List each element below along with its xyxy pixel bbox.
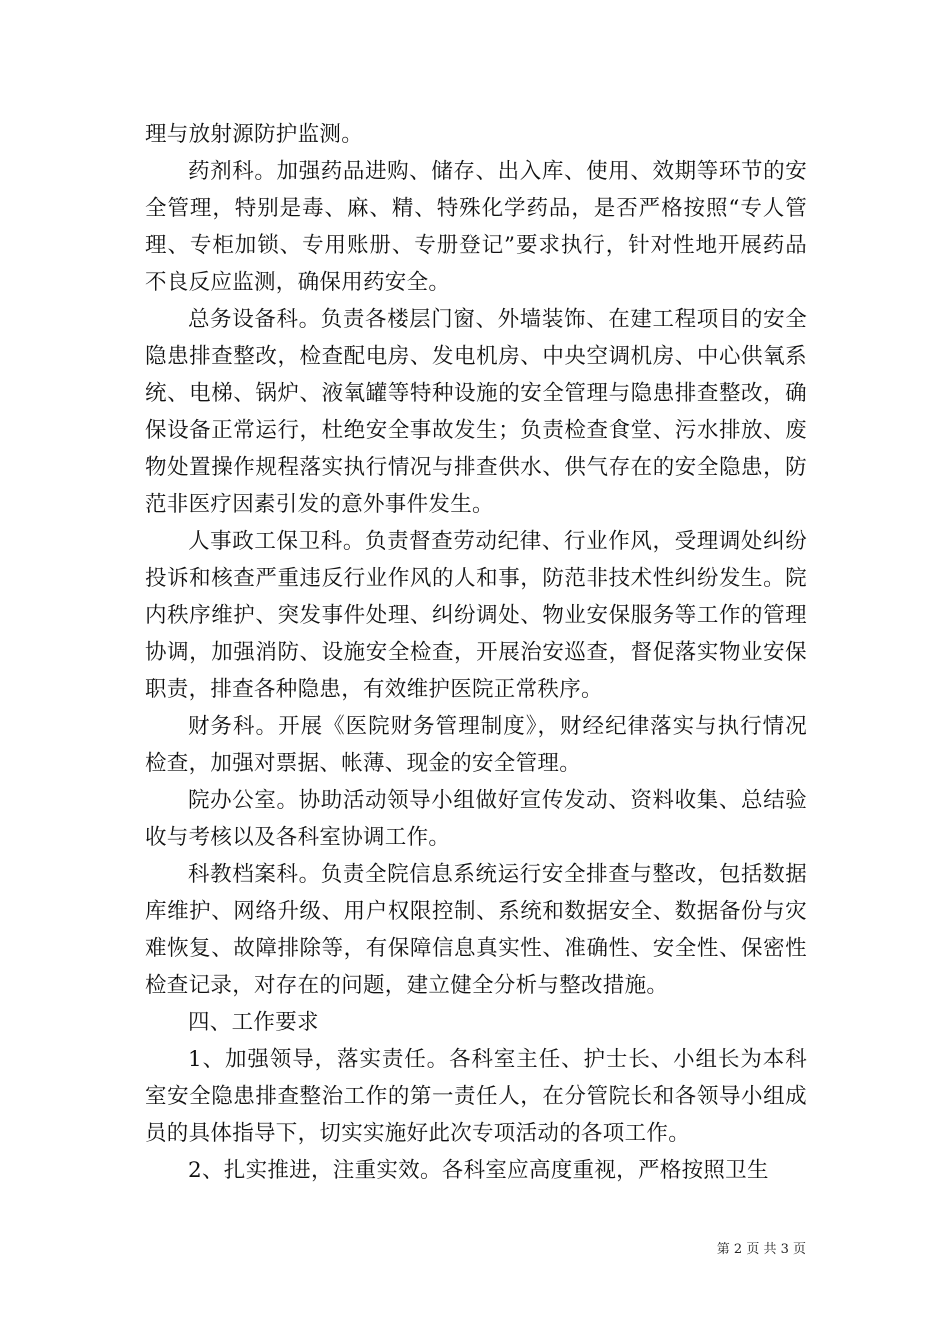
- paragraph: 财务科。开展《医院财务管理制度》，财经纪律落实与执行情况检查，加强对票据、帐薄、现金的安全管理。: [145, 714, 807, 776]
- document-body: [145, 116, 807, 1189]
- paragraph: 总务设备科。负责各楼层门窗、外墙装饰、在建工程项目的安全隐患排查整改，检查配电房、发电机房、中央空调机房、中心供氧系统、电梯、锅炉、液氧罐等特种设施的安全管理与隐患排查整改，确保设备正常运行，杜绝安全事故发生；负责检查食堂、污水排放、废物处置操作规程落实执行情况与排查供水、供气存在的安全隐患，防范非医疗因素引发的意外事件发生。: [145, 307, 807, 517]
- paragraph: 2、扎实推进，注重实效。各科室应高度重视，严格按照卫生: [188, 1158, 769, 1183]
- paragraph: 院办公室。协助活动领导小组做好宣传发动、资料收集、总结验收与考核以及各科室协调工作。: [145, 788, 807, 850]
- paragraph: 1、加强领导，落实责任。各科室主任、护士长、小组长为本科室安全隐患排查整治工作的第一责任人，在分管院长和各领导小组成员的具体指导下，切实实施好此次专项活动的各项工作。: [145, 1047, 807, 1146]
- section-heading: 四、工作要求: [188, 1010, 319, 1035]
- paragraph: 科教档案科。负责全院信息系统运行安全排查与整改，包括数据库维护、网络升级、用户权限控制、系统和数据安全、数据备份与灾难恢复、故障排除等，有保障信息真实性、准确性、安全性、保密性检查记录，对存在的问题，建立健全分析与整改措施。: [145, 862, 807, 998]
- paragraph: 理与放射源防护监测。: [145, 122, 364, 147]
- page-number-footer: 第 2 页 共 3 页: [716, 1242, 806, 1257]
- paragraph: 药剂科。加强药品进购、储存、出入库、使用、效期等环节的安全管理，特别是毒、麻、精、特殊化学药品，是否严格按照“专人管理、专柜加锁、专用账册、专册登记”要求执行，针对性地开展药品不良反应监测，确保用药安全。: [145, 159, 807, 295]
- paragraph: 人事政工保卫科。负责督查劳动纪律、行业作风，受理调处纠纷投诉和核查严重违反行业作风的人和事，防范非技术性纠纷发生。院内秩序维护、突发事件处理、纠纷调处、物业安保服务等工作的管理协调，加强消防、设施安全检查，开展治安巡查，督促落实物业安保职责，排查各种隐患，有效维护医院正常秩序。: [145, 529, 807, 702]
